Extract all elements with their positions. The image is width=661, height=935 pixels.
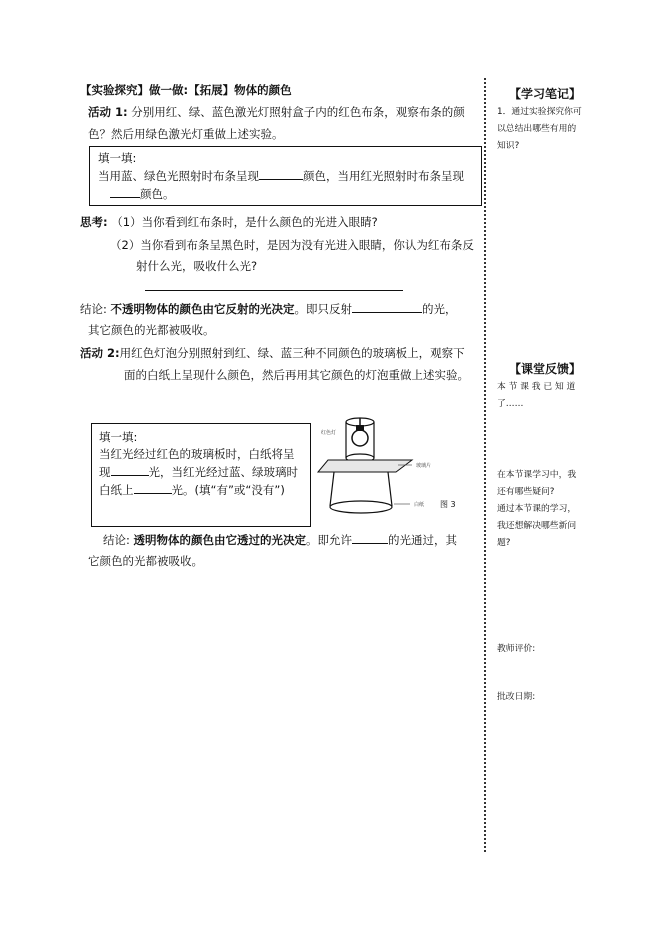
activity2-text1: 用红色灯泡分别照射到红、绿、蓝三种不同颜色的玻璃板上，观察下 [119, 346, 465, 360]
feedback-line2: 了…… [497, 399, 524, 409]
feedback-line4: 还有哪些疑问? [497, 487, 555, 497]
fill1-text-a: 当用蓝、绿色光照射时布条呈现 [98, 169, 259, 183]
fill2-title: 填一填: [99, 430, 138, 444]
notes-q3: 知识? [497, 141, 520, 151]
glass-plate [318, 460, 412, 472]
think-q2b: 射什么光，吸收什么光? [136, 259, 258, 273]
think-q2a: （2）当你看到布条呈黑色时，是因为没有光进入眼睛，你认为红布条反 [110, 238, 474, 252]
conclusion2-rest-b: 的光通过，其 [388, 533, 458, 547]
answer-blank-1[interactable] [259, 167, 303, 180]
conclusion1-rest-b: 的光， [422, 302, 457, 316]
experiment-figure [316, 408, 466, 526]
fill1-text-c: 颜色。 [140, 187, 175, 201]
conclusion2-label: 结论: [103, 533, 130, 547]
conclusion2-line1 [103, 530, 457, 550]
fig-label-lamp: 红色灯 [321, 430, 337, 436]
activity1-line1 [88, 102, 465, 122]
conclusion1-rest-a: 。即只反射 [294, 302, 353, 316]
section-heading: 【实验探究】做一做:【拓展】物体的颜色 [80, 83, 292, 97]
fill2-text-c: 白纸上 [99, 483, 134, 497]
conclusion2-rest-a: 。即允许 [306, 533, 353, 547]
fill2-line3 [99, 480, 285, 500]
answer-line[interactable] [145, 290, 403, 291]
fill2-line1: 当红光经过红色的玻璃板时，白纸将呈 [99, 447, 295, 461]
think-label: 思考: [80, 215, 108, 229]
activity1-text1: 分别用红、绿、蓝色激光灯照射盒子内的红色布条，观察布条的颜 [131, 105, 465, 119]
conclusion1-label: 结论: [80, 302, 107, 316]
fill-in-box-2 [91, 423, 311, 527]
activity1-text2: 色？然后用绿色激光灯重做上述实验。 [88, 127, 284, 141]
fill1-line1 [98, 166, 464, 186]
fill2-text-a: 现 [99, 465, 111, 479]
fig-label-glass: 玻璃片 [416, 463, 432, 469]
conclusion2-line2: 它颜色的光都被吸收。 [88, 554, 203, 568]
bulb-icon [352, 430, 368, 446]
activity2-line2: 面的白纸上呈现什么颜色，然后再用其它颜色的灯泡重做上述实验。 [124, 368, 469, 382]
notes-q1: 1．通过实验探究你可 [497, 107, 582, 117]
feedback-line7: 题? [497, 538, 511, 548]
notes-q2: 以总结出哪些有用的 [497, 124, 577, 134]
think-q1: （1）当你看到红布条时，是什么颜色的光进入眼睛? [111, 215, 378, 229]
think-q1-line [80, 212, 378, 232]
answer-blank-5[interactable] [134, 481, 172, 494]
answer-blank-6[interactable] [352, 531, 388, 544]
fig-label-paper: 白纸 [414, 502, 425, 508]
activity2-line1 [80, 343, 465, 363]
fill1-text-b: 颜色，当用红光照射时布条呈现 [303, 169, 464, 183]
white-paper [330, 501, 392, 513]
answer-blank-2[interactable] [110, 185, 140, 198]
notes-title: 【学习笔记】 [509, 87, 582, 101]
teacher-evaluation: 教师评价: [497, 644, 536, 654]
feedback-line5: 通过本节课的学习， [497, 504, 577, 514]
conclusion1-line2: 其它颜色的光都被吸收。 [88, 323, 215, 337]
column-divider [484, 78, 486, 852]
answer-blank-3[interactable] [352, 300, 422, 313]
figure-label: 图 3 [440, 500, 456, 509]
activity2-label: 活动 2: [80, 346, 120, 360]
conclusion1-bold: 不透明物体的颜色由它反射的光决定 [110, 302, 295, 316]
fill1-title: 填一填: [98, 151, 137, 165]
fill-in-box-1 [89, 146, 482, 206]
conclusion2-bold: 透明物体的颜色由它透过的光决定 [133, 533, 307, 547]
feedback-title: 【课堂反馈】 [509, 362, 582, 376]
fill2-line2 [99, 462, 298, 482]
fill1-line2 [110, 184, 175, 204]
conclusion1-line1 [80, 299, 457, 319]
answer-blank-4[interactable] [111, 463, 149, 476]
feedback-line6: 我还想解决哪些新问 [497, 521, 577, 531]
activity1-label: 活动 1: [88, 105, 128, 119]
fill2-text-b: 光，当红光经过蓝、绿玻璃时 [148, 465, 298, 479]
grade-date: 批改日期: [497, 692, 536, 702]
fill2-text-d: 光。(填“有”或“没有”) [171, 483, 285, 497]
feedback-line3: 在本节课学习中，我 [497, 470, 577, 480]
feedback-line1: 本 节 课 我 已 知 道 [497, 382, 576, 392]
